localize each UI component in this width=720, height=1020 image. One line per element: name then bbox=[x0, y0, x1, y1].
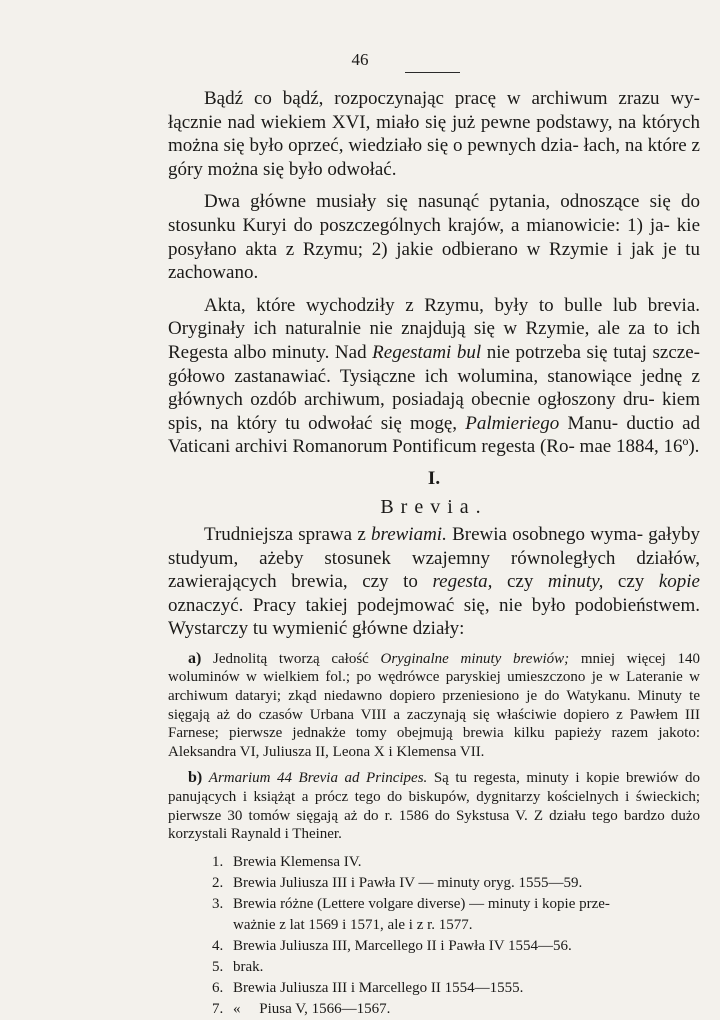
list-item-number: 1. bbox=[212, 853, 224, 870]
list-item-text: Brewia Juliusza III i Marcellego II 1554—1555. bbox=[233, 979, 524, 996]
list-item-number: 7. bbox=[212, 1000, 224, 1017]
list-item-text: « Piusa V, 1566—1567. bbox=[233, 1000, 391, 1017]
list-item-number: 5. bbox=[212, 958, 224, 975]
text-block bbox=[168, 87, 700, 1020]
list-item-number: 4. bbox=[212, 937, 224, 954]
list-item-text: Brewia Klemensa IV. bbox=[233, 853, 362, 870]
list-item bbox=[168, 957, 700, 978]
section-number: I. bbox=[427, 467, 441, 489]
list-item-number: 2. bbox=[212, 874, 224, 891]
paragraph-brevia: Trudniejsza sprawa z brewiami. Brewia osobnego wyma- gałyby studyum, ażeby stosunek wzajemny równoległych działów, zawierających brewia, czy to regesta, czy minuty, czy kopie oznaczyć. Pracy takiej podejmować się, nie było podobieństwem. Wystarczy tu wymienić główne działy: bbox=[168, 523, 701, 640]
list-item bbox=[168, 894, 700, 936]
list-item-text: Brewia Juliusza III, Marcellego II i Pawła IV 1554—56. bbox=[233, 937, 572, 954]
list-item bbox=[168, 978, 700, 999]
subsection-b-label: b) bbox=[188, 769, 203, 787]
list-item bbox=[168, 936, 700, 957]
list-item-text: Brewia Juliusza III i Pawła IV — minuty oryg. 1555—59. bbox=[233, 874, 583, 891]
brevia-list bbox=[168, 852, 700, 1020]
subsection-a bbox=[168, 650, 700, 762]
list-item-number: 3. bbox=[212, 895, 224, 912]
subsection-a-text: Jednolitą tworzą całość Oryginalne minuty brewiów; mniej więcej 140 woluminów w wielkiem fol.; po wędrówce paryskiej umieszczono je w Lateranie w archiwum dataryi; zkąd niedawno dopiero przeniesiono je do Watykanu. Minuty te sięgają aż do czasów Urbana VIII a zaczynają się właściwie dopiero z Pawłem III Farnese; pierwsze jednakże tomy obejmują brewia kilku papieży razem jakoto: Aleksandra VI, Juliusza II, Leona X i Klemensa VII. bbox=[168, 650, 700, 760]
section-title: Brevia. bbox=[380, 495, 488, 518]
paragraph-2: Dwa główne musiały się nasunąć pytania, odnoszące się do stosunku Kuryi do poszczególnych krajów, a mianowicie: 1) ja- kie posyłano akta z Rzymu; 2) jakie odbierano w Rzymie i jak je tu zachowano. bbox=[168, 191, 700, 284]
list-item-number: 6. bbox=[212, 979, 224, 996]
list-item-text: brak. bbox=[233, 958, 264, 975]
subsection-a-label: a) bbox=[188, 649, 202, 667]
list-item bbox=[168, 999, 700, 1020]
page-number-rule bbox=[405, 72, 460, 73]
list-item-text-continued: ważnie z lat 1569 i 1571, ale i z r. 1577. bbox=[233, 916, 473, 933]
paragraph-1: Bądź co bądź, rozpoczynając pracę w archiwum zrazu wy- łącznie nad wiekiem XVI, miało się już pewne podstawy, na których można się było oprzeć, wiedziało się o pewnych dzia- łach, na które z góry można się było odwołać. bbox=[168, 88, 700, 180]
subsection-b-text: Armarium 44 Brevia ad Principes. Są tu regesta, minuty i kopie brewiów do panujących i książąt a prócz tego do biskupów, dygnitarzy kościelnych i świeckich; pierwsze 30 tomów sięgają aż do r. 1586 do Sykstusa V. Z działu tego bardzo dużo korzystali Raynald i Theiner. bbox=[168, 770, 701, 843]
list-item-text: Brewia różne (Lettere volgare diverse) — minuty i kopie prze- bbox=[233, 895, 610, 912]
list-item bbox=[168, 852, 700, 873]
paragraph-3: Akta, które wychodziły z Rzymu, były to bulle lub brevia. Oryginały ich naturalnie nie znajdują się w Rzymie, ale za to ich Regesta albo minuty. Nad Regestami bul nie potrzeba się tutaj szcze- gółowo zastanawiać. Tysiączne ich wolumina, stanowiące jednę z głównych ozdób archiwum, posiadają obecnie ogłoszony dru- kiem spis, na który tu odwołać się mogę, Palmieriego Manu- ductio ad Vaticani archivi Romanorum Pontificum regesta (Ro- mae 1884, 16º). bbox=[168, 294, 701, 458]
page-number: 46 bbox=[351, 50, 369, 69]
subsection-b bbox=[168, 769, 700, 843]
list-item bbox=[168, 873, 700, 894]
